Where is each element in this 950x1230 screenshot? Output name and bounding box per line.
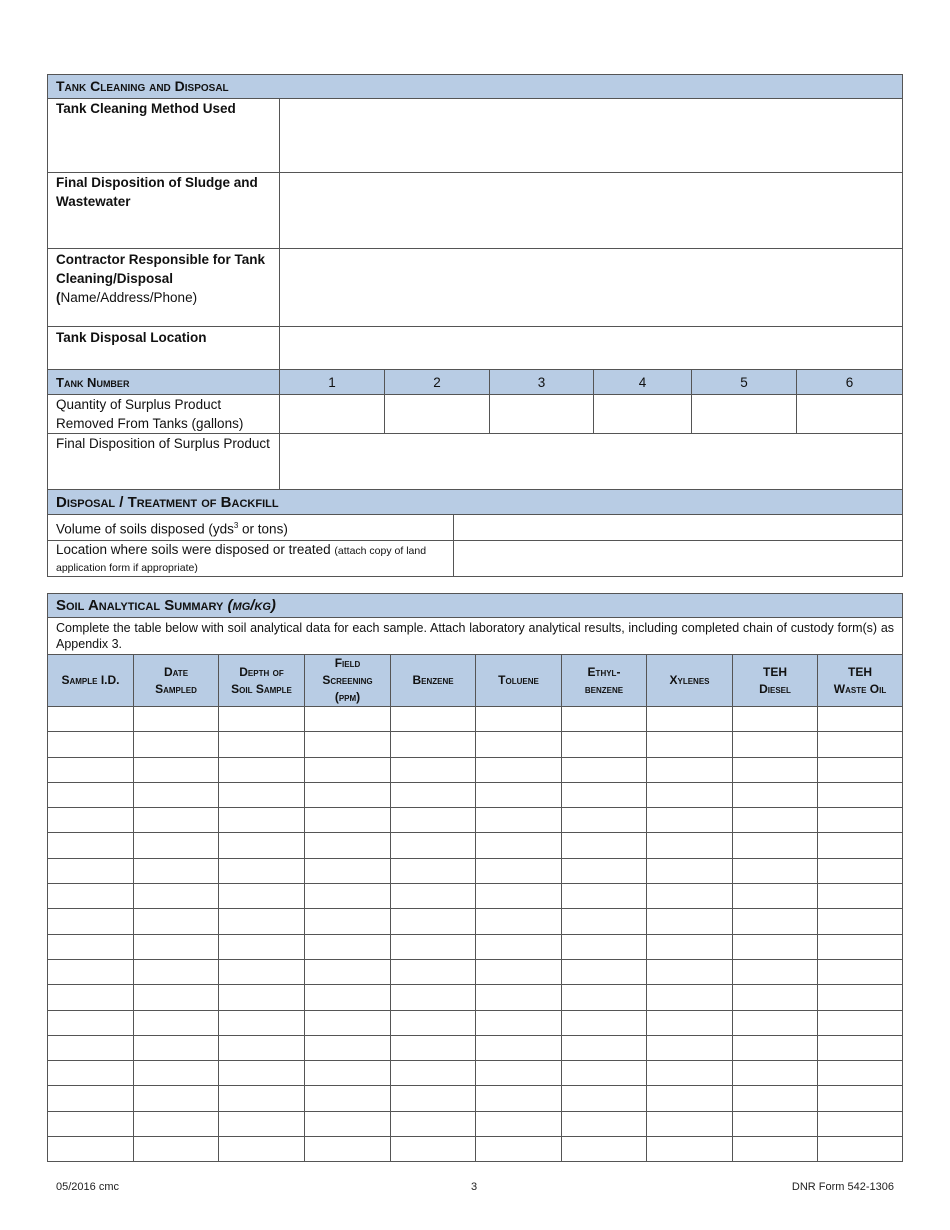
soil-data-cell[interactable] (562, 909, 647, 934)
footer-date: 05/2016 cmc (56, 1181, 119, 1193)
soil-data-cell[interactable] (48, 1035, 134, 1060)
soil-data-cell[interactable] (48, 1010, 134, 1035)
soil-data-cell[interactable] (391, 934, 476, 959)
soil-data-cell[interactable] (818, 833, 903, 858)
label-soil-location (48, 541, 454, 577)
soil-data-cell[interactable] (562, 1086, 647, 1111)
tank-number-label: Tank Number (48, 370, 280, 395)
soil-data-cell[interactable] (647, 833, 733, 858)
label-contractor (48, 249, 280, 327)
soil-data-cell[interactable] (48, 833, 134, 858)
soil-data-cell[interactable] (305, 1111, 391, 1136)
label-surplus-quantity: Quantity of Surplus Product Removed From Tanks (gallons) (48, 395, 280, 434)
soil-data-cell[interactable] (305, 934, 391, 959)
table-row (48, 858, 903, 883)
soil-data-cell[interactable] (647, 985, 733, 1010)
soil-data-cell[interactable] (134, 985, 219, 1010)
field-surplus-qty-3[interactable] (490, 395, 594, 434)
soil-data-cell[interactable] (48, 707, 134, 732)
soil-data-cell[interactable] (818, 1010, 903, 1035)
soil-data-cell[interactable] (818, 1061, 903, 1086)
table-row (48, 1035, 903, 1060)
soil-data-cell[interactable] (305, 707, 391, 732)
soil-data-cell[interactable] (305, 757, 391, 782)
soil-data-cell[interactable] (134, 1061, 219, 1086)
soil-data-cell[interactable] (562, 1035, 647, 1060)
soil-data-cell[interactable] (647, 909, 733, 934)
label-surplus-disposition: Final Disposition of Surplus Product (48, 434, 280, 491)
soil-data-cell[interactable] (476, 1061, 562, 1086)
tank-number-4: 4 (594, 370, 692, 395)
soil-data-cell[interactable] (476, 757, 562, 782)
section-title-soil-analytical (48, 594, 903, 618)
soil-data-cell[interactable] (219, 959, 305, 984)
soil-data-cell[interactable] (48, 1111, 134, 1136)
soil-data-cell[interactable] (818, 1137, 903, 1162)
soil-data-cell[interactable] (562, 757, 647, 782)
soil-data-cell[interactable] (476, 1086, 562, 1111)
field-cleaning-method[interactable] (280, 99, 903, 173)
soil-data-cell[interactable] (219, 985, 305, 1010)
soil-data-cell[interactable] (647, 808, 733, 833)
section-title-tank-cleaning: Tank Cleaning and Disposal (48, 75, 903, 99)
soil-data-cell[interactable] (818, 782, 903, 807)
soil-data-cell[interactable] (818, 707, 903, 732)
soil-data-cell[interactable] (391, 1061, 476, 1086)
table-row (48, 757, 903, 782)
soil-data-cell[interactable] (562, 1010, 647, 1035)
soil-data-cell[interactable] (305, 884, 391, 909)
soil-data-cell[interactable] (305, 909, 391, 934)
soil-column-header-line1: Sample I.D. (61, 673, 120, 687)
soil-data-cell[interactable] (305, 1061, 391, 1086)
soil-data-cell[interactable] (48, 884, 134, 909)
soil-column-header-line2: Diesel (759, 681, 791, 696)
soil-data-cell[interactable] (733, 858, 818, 883)
soil-data-cell[interactable] (733, 1086, 818, 1111)
soil-data-cell[interactable] (134, 1010, 219, 1035)
soil-column-header-line2: benzene (584, 681, 624, 696)
soil-data-cell[interactable] (219, 884, 305, 909)
soil-data-cell[interactable] (733, 782, 818, 807)
soil-data-cell[interactable] (647, 757, 733, 782)
section-title-backfill: Disposal / Treatment of Backfill (48, 490, 903, 515)
soil-data-cell[interactable] (818, 732, 903, 757)
soil-data-cell[interactable] (647, 732, 733, 757)
soil-column-header (305, 655, 391, 707)
soil-column-header (219, 655, 305, 707)
soil-data-cell[interactable] (647, 1137, 733, 1162)
soil-data-cell[interactable] (391, 1010, 476, 1035)
soil-data-cell[interactable] (733, 934, 818, 959)
soil-data-cell[interactable] (134, 934, 219, 959)
soil-data-cell[interactable] (391, 1137, 476, 1162)
tank-number-2: 2 (385, 370, 490, 395)
soil-data-cell[interactable] (476, 1035, 562, 1060)
soil-data-cell[interactable] (647, 934, 733, 959)
soil-data-cell[interactable] (391, 732, 476, 757)
soil-column-header (562, 655, 647, 707)
field-disposal-location[interactable] (280, 327, 903, 370)
soil-data-cell[interactable] (134, 1137, 219, 1162)
soil-data-cell[interactable] (476, 985, 562, 1010)
soil-column-header-line1: Toluene (498, 673, 539, 687)
table-row (48, 782, 903, 807)
soil-column-header (733, 655, 818, 707)
soil-data-cell[interactable] (48, 1086, 134, 1111)
soil-data-cell[interactable] (818, 1086, 903, 1111)
soil-data-cell[interactable] (733, 1035, 818, 1060)
soil-data-cell[interactable] (48, 909, 134, 934)
table-row (48, 1111, 903, 1136)
table-row (48, 833, 903, 858)
soil-data-cell[interactable] (134, 707, 219, 732)
soil-data-cell[interactable] (733, 1137, 818, 1162)
soil-data-cell[interactable] (647, 782, 733, 807)
field-surplus-qty-2[interactable] (385, 395, 490, 434)
soil-column-header-line2: Waste Oil (833, 681, 887, 696)
soil-data-cell[interactable] (305, 1086, 391, 1111)
soil-column-header-line1: TEH (763, 664, 787, 679)
soil-data-cell[interactable] (219, 858, 305, 883)
table-row (48, 707, 903, 732)
soil-column-header (818, 655, 903, 707)
soil-column-header-line2: Soil Sample (231, 681, 292, 696)
soil-data-cell[interactable] (733, 985, 818, 1010)
soil-data-cell[interactable] (305, 782, 391, 807)
field-surplus-qty-6[interactable] (797, 395, 903, 434)
soil-data-cell[interactable] (562, 934, 647, 959)
soil-data-cell[interactable] (134, 833, 219, 858)
soil-data-cell[interactable] (48, 732, 134, 757)
soil-data-cell[interactable] (219, 833, 305, 858)
label-soil-location-note: (attach copy of land application form if appropriate) (56, 545, 427, 574)
soil-column-header (647, 655, 733, 707)
soil-data-cell[interactable] (219, 909, 305, 934)
tank-number-6: 6 (797, 370, 903, 395)
soil-data-cell[interactable] (562, 985, 647, 1010)
soil-data-cell[interactable] (733, 1111, 818, 1136)
soil-data-cell[interactable] (818, 934, 903, 959)
soil-data-cell[interactable] (647, 1086, 733, 1111)
field-surplus-qty-1[interactable] (280, 395, 385, 434)
soil-data-cell[interactable] (476, 909, 562, 934)
soil-column-header-line2: Screening (322, 673, 373, 687)
soil-data-cell[interactable] (647, 884, 733, 909)
soil-data-cell[interactable] (134, 884, 219, 909)
soil-data-cell[interactable] (818, 909, 903, 934)
soil-data-cell[interactable] (391, 1035, 476, 1060)
soil-data-cell[interactable] (562, 1137, 647, 1162)
tank-cleaning-table (47, 74, 903, 491)
soil-data-cell[interactable] (476, 732, 562, 757)
soil-data-cell[interactable] (134, 1111, 219, 1136)
label-contractor-rest: Name/Address/Phone) (60, 290, 198, 305)
soil-data-cell[interactable] (391, 707, 476, 732)
soil-column-header (48, 655, 134, 707)
soil-data-cell[interactable] (305, 858, 391, 883)
table-row (48, 934, 903, 959)
soil-data-cell[interactable] (476, 833, 562, 858)
soil-column-header (134, 655, 219, 707)
soil-data-cell[interactable] (48, 1137, 134, 1162)
soil-data-cell[interactable] (733, 833, 818, 858)
soil-data-cell[interactable] (134, 782, 219, 807)
soil-data-cell[interactable] (647, 1061, 733, 1086)
table-row (48, 959, 903, 984)
table-row (48, 1061, 903, 1086)
soil-data-cell[interactable] (818, 1035, 903, 1060)
soil-data-cell[interactable] (562, 1111, 647, 1136)
soil-data-cell[interactable] (48, 985, 134, 1010)
soil-data-cell[interactable] (476, 1111, 562, 1136)
soil-data-cell[interactable] (818, 1111, 903, 1136)
soil-data-cell[interactable] (219, 732, 305, 757)
soil-analytical-table (47, 593, 903, 1162)
table-row (48, 1086, 903, 1111)
soil-column-header-line1: TEH (848, 664, 873, 679)
soil-data-cell[interactable] (562, 707, 647, 732)
soil-data-cell[interactable] (476, 1137, 562, 1162)
soil-data-cell[interactable] (305, 1035, 391, 1060)
soil-column-header-line1: Depth of (239, 664, 284, 679)
table-row (48, 909, 903, 934)
label-sludge-disposition: Final Disposition of Sludge and Wastewater (48, 173, 280, 249)
soil-data-cell[interactable] (219, 782, 305, 807)
soil-data-cell[interactable] (647, 707, 733, 732)
footer-form-number: DNR Form 542-1306 (791, 1181, 894, 1193)
soil-data-cell[interactable] (305, 985, 391, 1010)
soil-data-cell[interactable] (647, 1111, 733, 1136)
soil-data-cell[interactable] (219, 1035, 305, 1060)
soil-data-cell[interactable] (391, 884, 476, 909)
table-row (48, 1137, 903, 1162)
soil-column-header (476, 655, 562, 707)
soil-data-cell[interactable] (391, 959, 476, 984)
backfill-table (47, 489, 903, 577)
field-surplus-qty-5[interactable] (692, 395, 797, 434)
soil-data-cell[interactable] (562, 808, 647, 833)
soil-data-cell[interactable] (134, 1086, 219, 1111)
soil-column-header-line1: Field (334, 656, 361, 670)
soil-data-cell[interactable] (733, 808, 818, 833)
soil-column-header-line3: (ppm) (334, 690, 361, 704)
soil-data-cell[interactable] (134, 909, 219, 934)
label-disposal-location: Tank Disposal Location (48, 327, 280, 370)
soil-data-cell[interactable] (562, 884, 647, 909)
soil-data-cell[interactable] (391, 985, 476, 1010)
table-row (48, 808, 903, 833)
soil-data-cell[interactable] (219, 1086, 305, 1111)
soil-data-cell[interactable] (391, 833, 476, 858)
soil-data-cell[interactable] (733, 1010, 818, 1035)
field-soil-volume[interactable] (454, 515, 903, 541)
soil-data-cell[interactable] (476, 858, 562, 883)
soil-data-cell[interactable] (48, 959, 134, 984)
soil-data-cell[interactable] (305, 1137, 391, 1162)
field-soil-location[interactable] (454, 541, 903, 577)
soil-column-header-line2: Sampled (155, 681, 197, 696)
table-row (48, 985, 903, 1010)
soil-data-cell[interactable] (391, 808, 476, 833)
soil-data-cell[interactable] (134, 757, 219, 782)
soil-column-header-line1: Xylenes (669, 673, 710, 687)
soil-data-cell[interactable] (562, 833, 647, 858)
label-soil-location-main: Location where soils were disposed or treated (56, 542, 335, 557)
soil-data-cell[interactable] (305, 959, 391, 984)
soil-data-cell[interactable] (134, 1035, 219, 1060)
label-cleaning-method: Tank Cleaning Method Used (48, 99, 280, 173)
label-soil-volume-post: or tons) (238, 521, 288, 536)
soil-data-cell[interactable] (733, 757, 818, 782)
soil-data-cell[interactable] (733, 707, 818, 732)
soil-data-cell[interactable] (733, 909, 818, 934)
soil-data-cell[interactable] (305, 732, 391, 757)
soil-data-cell[interactable] (48, 858, 134, 883)
soil-data-cell[interactable] (476, 1010, 562, 1035)
soil-column-header-line1: Date (163, 664, 189, 679)
soil-data-cell[interactable] (818, 959, 903, 984)
label-soil-volume (48, 515, 454, 541)
soil-data-cell[interactable] (818, 985, 903, 1010)
field-contractor[interactable] (280, 249, 903, 327)
soil-data-cell[interactable] (48, 808, 134, 833)
soil-data-cell[interactable] (219, 707, 305, 732)
tank-number-5: 5 (692, 370, 797, 395)
field-surplus-qty-4[interactable] (594, 395, 692, 434)
soil-data-cell[interactable] (305, 833, 391, 858)
soil-data-cell[interactable] (733, 884, 818, 909)
soil-data-cell[interactable] (391, 1111, 476, 1136)
field-surplus-disposition[interactable] (280, 434, 903, 491)
soil-instructions: Complete the table below with soil analytical data for each sample. Attach laboratory analytical results, including completed chain of custody form(s) as Appendix 3. (48, 618, 903, 655)
soil-data-cell[interactable] (733, 959, 818, 984)
soil-data-cell[interactable] (219, 934, 305, 959)
soil-data-cell[interactable] (476, 934, 562, 959)
soil-data-cell[interactable] (562, 959, 647, 984)
soil-data-cell[interactable] (134, 732, 219, 757)
soil-data-cell[interactable] (647, 959, 733, 984)
soil-data-cell[interactable] (391, 782, 476, 807)
soil-data-cell[interactable] (219, 1010, 305, 1035)
label-contractor-paren: ( (56, 290, 61, 305)
soil-data-cell[interactable] (476, 884, 562, 909)
label-soil-volume-pre: Volume of soils disposed (yds (56, 521, 234, 536)
label-soil-volume-sup: 3 (233, 520, 239, 530)
soil-data-cell[interactable] (48, 782, 134, 807)
soil-data-cell[interactable] (818, 858, 903, 883)
soil-data-cell[interactable] (391, 1086, 476, 1111)
soil-data-cell[interactable] (476, 959, 562, 984)
soil-data-cell[interactable] (219, 1061, 305, 1086)
soil-data-cell[interactable] (219, 757, 305, 782)
soil-data-cell[interactable] (562, 1061, 647, 1086)
label-contractor-bold: Contractor Responsible for Tank Cleaning/Disposal (56, 252, 266, 286)
soil-column-header (391, 655, 476, 707)
soil-data-cell[interactable] (134, 808, 219, 833)
soil-title-unit: (mg/kg) (227, 597, 276, 614)
soil-data-cell[interactable] (391, 757, 476, 782)
soil-data-cell[interactable] (305, 1010, 391, 1035)
soil-data-cell[interactable] (391, 858, 476, 883)
soil-data-cell[interactable] (476, 782, 562, 807)
table-row (48, 732, 903, 757)
soil-data-cell[interactable] (562, 782, 647, 807)
soil-title-text: Soil Analytical Summary (56, 597, 228, 614)
soil-data-cell[interactable] (305, 808, 391, 833)
table-row (48, 1010, 903, 1035)
soil-data-cell[interactable] (134, 858, 219, 883)
soil-data-cell[interactable] (391, 909, 476, 934)
soil-data-cell[interactable] (219, 1111, 305, 1136)
soil-data-cell[interactable] (647, 1035, 733, 1060)
tank-number-1: 1 (280, 370, 385, 395)
soil-data-cell[interactable] (476, 808, 562, 833)
soil-data-cell[interactable] (733, 1061, 818, 1086)
soil-data-cell[interactable] (476, 707, 562, 732)
soil-data-cell[interactable] (818, 884, 903, 909)
soil-data-cell[interactable] (647, 1010, 733, 1035)
soil-data-cell[interactable] (48, 1061, 134, 1086)
soil-data-cell[interactable] (818, 808, 903, 833)
soil-data-cell[interactable] (562, 858, 647, 883)
soil-column-header-line1: Ethyl- (587, 664, 621, 679)
soil-data-cell[interactable] (48, 757, 134, 782)
soil-column-header-line1: Benzene (412, 673, 454, 687)
soil-data-cell[interactable] (562, 732, 647, 757)
soil-data-cell[interactable] (647, 858, 733, 883)
soil-data-cell[interactable] (733, 732, 818, 757)
soil-data-cell[interactable] (219, 1137, 305, 1162)
field-sludge-disposition[interactable] (280, 173, 903, 249)
tank-number-3: 3 (490, 370, 594, 395)
soil-data-cell[interactable] (48, 934, 134, 959)
table-row (48, 884, 903, 909)
footer-page-number: 3 (471, 1181, 478, 1193)
soil-data-cell[interactable] (219, 808, 305, 833)
soil-data-cell[interactable] (818, 757, 903, 782)
soil-data-cell[interactable] (134, 959, 219, 984)
